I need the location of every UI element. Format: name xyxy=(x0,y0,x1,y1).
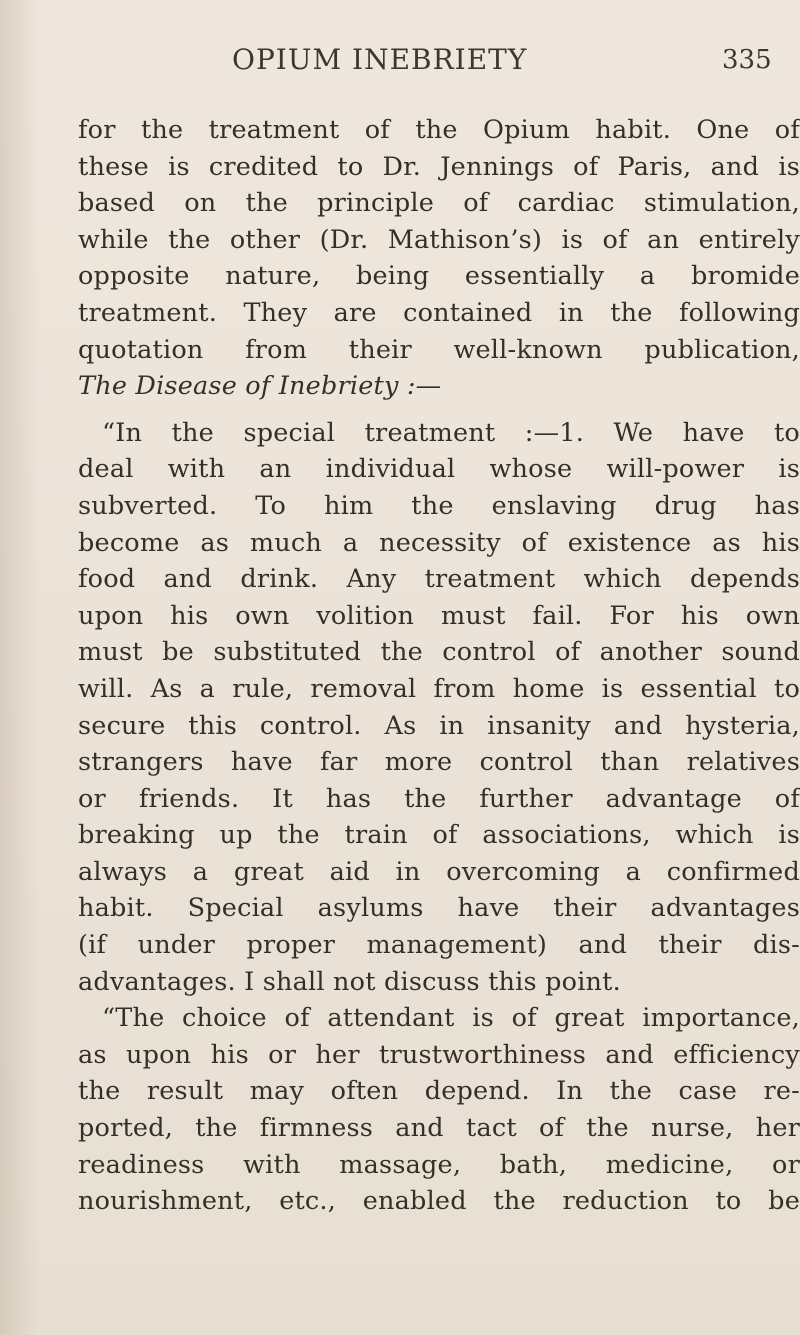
text-line: these is credited to Dr. Jennings of Paris, and is xyxy=(78,151,800,182)
text-line: nourishment, etc., enabled the reduction to be xyxy=(78,1186,800,1217)
text-line: upon his own volition must fail. For his own xyxy=(78,600,800,631)
text-line: subverted. To him the enslaving drug has xyxy=(78,490,800,521)
text-line: deal with an individual whose will-power is xyxy=(78,454,800,485)
body-text xyxy=(78,112,800,1220)
text-line: for the treatment of the Opium habit. One of xyxy=(78,115,800,145)
text-line: strangers have far more control than relatives xyxy=(78,747,800,778)
text-line: while the other (Dr. Mathison’s) is of an entirely xyxy=(78,224,800,255)
text-line: habit. Special asylums have their advantages xyxy=(78,893,800,924)
paragraph-1 xyxy=(78,112,800,405)
text-line: advantages. I shall not discuss this point. xyxy=(78,966,621,997)
text-line: (if under proper management) and their dis- xyxy=(78,930,800,961)
text-line: “The choice of attendant is of great importance, xyxy=(102,1003,800,1034)
text-line: as upon his or her trustworthiness and efficiency xyxy=(78,1039,800,1070)
text-line: always a great aid in overcoming a confirmed xyxy=(78,856,800,887)
text-line: ported, the firmness and tact of the nurse, her xyxy=(78,1113,800,1144)
text-line: treatment. They are contained in the following xyxy=(78,297,800,328)
text-line: the result may often depend. In the case re- xyxy=(78,1076,800,1107)
text-line: or friends. It has the further advantage of xyxy=(78,783,800,814)
text-line: quotation from their well-known publication, xyxy=(78,334,800,365)
text-line: opposite nature, being essentially a bromide xyxy=(78,261,800,292)
text-line: will. As a rule, removal from home is essential to xyxy=(78,673,800,704)
paragraph-2 xyxy=(78,415,800,1001)
text-line: secure this control. As in insanity and hysteria, xyxy=(78,710,800,741)
text-line: become as much a necessity of existence as his xyxy=(78,527,800,558)
page-number: 335 xyxy=(722,45,772,75)
text-line: food and drink. Any treatment which depends xyxy=(78,564,800,595)
text-line: readiness with massage, bath, medicine, or xyxy=(78,1149,800,1180)
text-line: must be substituted the control of another sound xyxy=(78,637,800,668)
running-title: OPIUM INEBRIETY xyxy=(232,43,528,76)
paragraph-3 xyxy=(78,1000,800,1220)
text-line: The Disease of Inebriety :— xyxy=(78,371,442,402)
text-line: breaking up the train of associations, which is xyxy=(78,820,800,851)
text-line: based on the principle of cardiac stimulation, xyxy=(78,188,800,219)
text-line: “In the special treatment :—1. We have to xyxy=(102,417,800,448)
page-header xyxy=(0,43,800,83)
